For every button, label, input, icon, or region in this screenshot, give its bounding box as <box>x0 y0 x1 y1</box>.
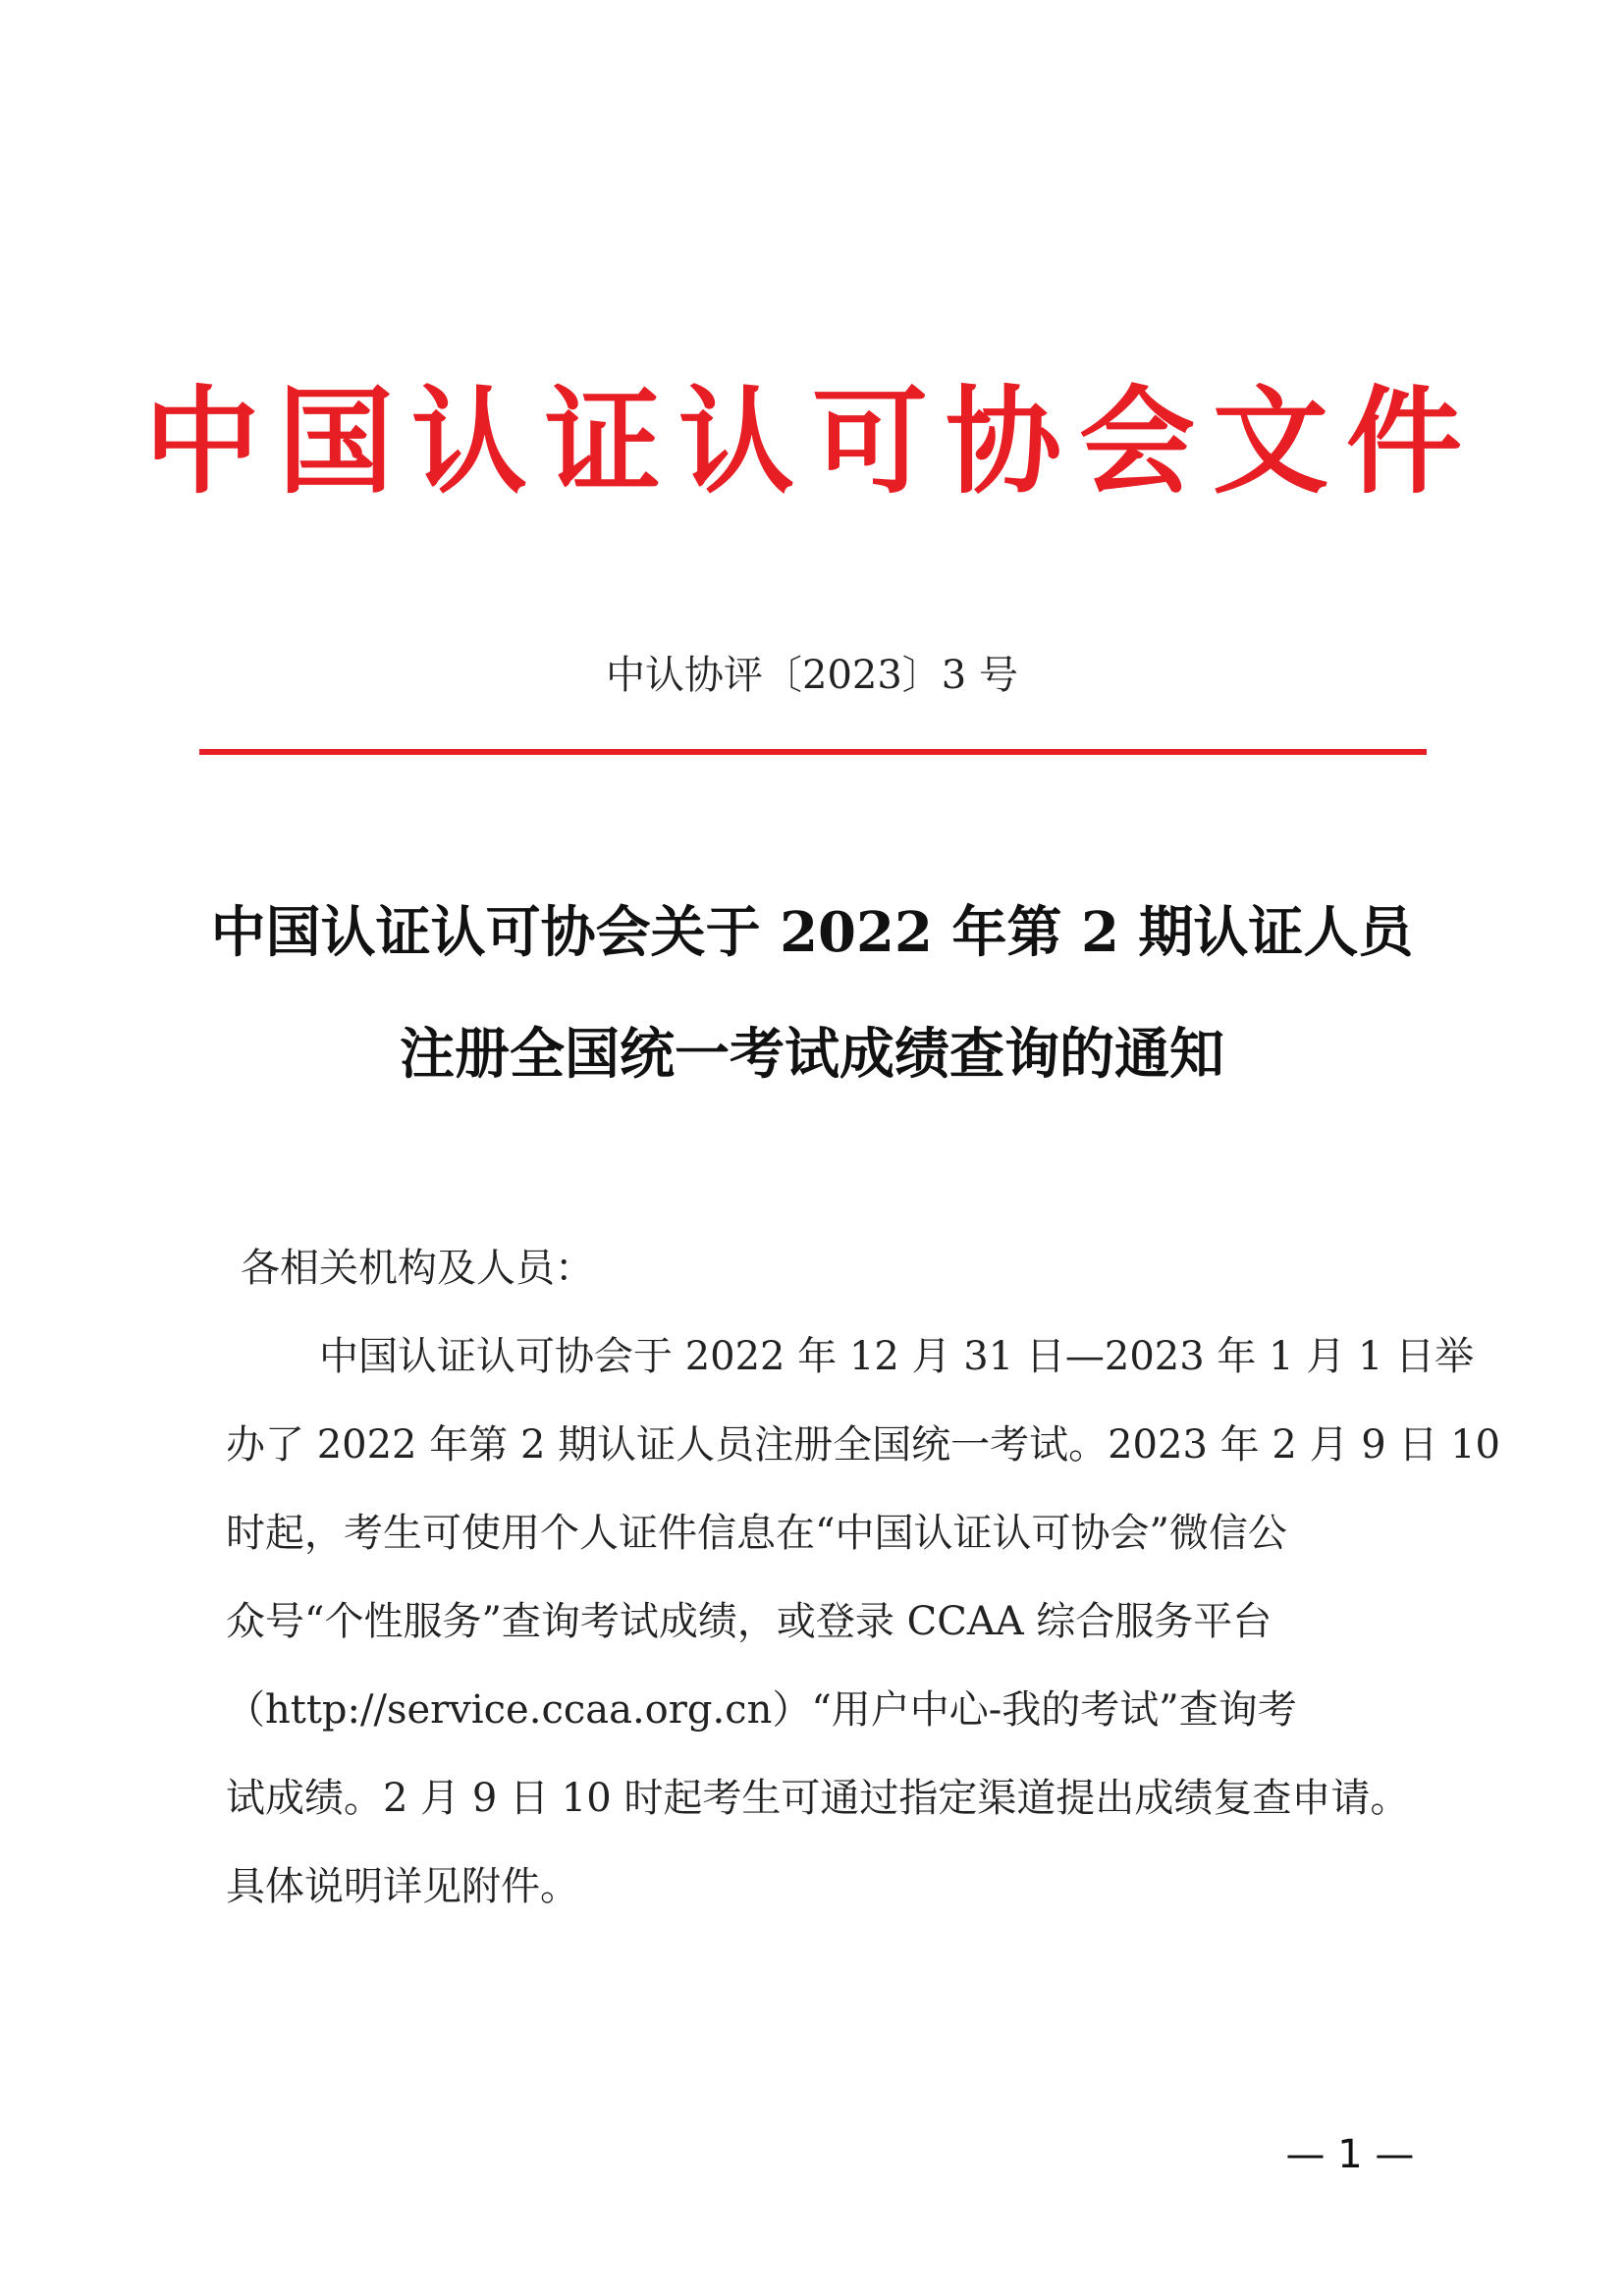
body-line-3: 时起，考生可使用个人证件信息在“中国认证认可协会”微信公 <box>226 1511 1287 1556</box>
body-line-4: 众号“个性服务”查询考试成绩，或登录 CCAA 综合服务平台 <box>226 1599 1272 1644</box>
notice-title-line-2: 注册全国统一考试成绩查询的通知 <box>400 1022 1224 1087</box>
body-line-7: 具体说明详见附件。 <box>226 1864 579 1909</box>
body-line-2: 办了 2022 年第 2 期认证人员注册全国统一考试。2023 年 2 月 9 日 10 <box>226 1422 1500 1468</box>
page-number: — 1 — <box>1285 2132 1415 2177</box>
document-header-title: 中国认证认可协会文件 <box>143 374 1480 509</box>
body-line-5: （http://service.ccaa.org.cn）“用户中心-我的考试”查询考 <box>226 1687 1297 1733</box>
red-divider-line <box>199 749 1427 755</box>
notice-title-line-1: 中国认证认可协会关于 2022 年第 2 期认证人员 <box>210 900 1414 965</box>
document-number: 中认协评〔2023〕3 号 <box>606 653 1018 698</box>
body-line-1: 中国认证认可协会于 2022 年 12 月 31 日—2023 年 1 月 1 日举 <box>319 1334 1475 1379</box>
salutation: 各相关机构及人员： <box>241 1246 594 1291</box>
body-line-6: 试成绩。2 月 9 日 10 时起考生可通过指定渠道提出成绩复查申请。 <box>226 1776 1410 1821</box>
